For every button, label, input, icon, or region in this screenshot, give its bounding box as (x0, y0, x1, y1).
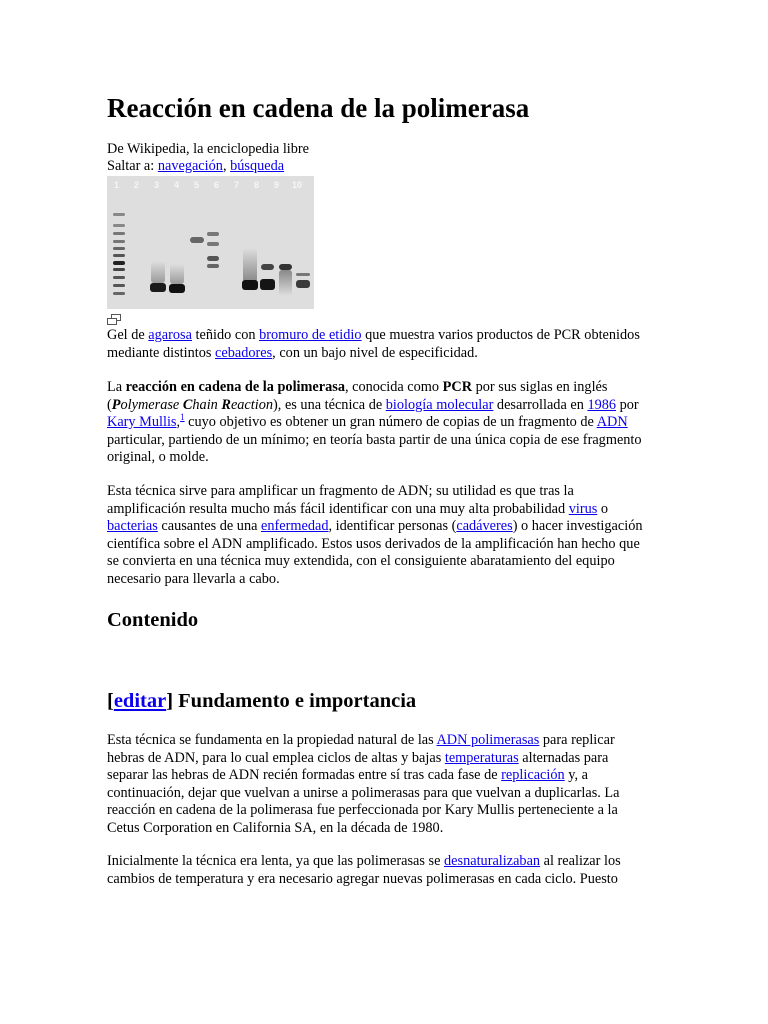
text: , (176, 414, 181, 430)
ladder-band (113, 232, 125, 235)
gel-band (207, 232, 219, 236)
edit-bracket: [ (107, 690, 114, 712)
text: cuyo objetivo es obtener un gran número de copias de un fragmento de (184, 414, 597, 430)
lane-label: 7 (234, 180, 240, 190)
ladder-band (113, 247, 125, 250)
lane-label: 9 (274, 180, 280, 190)
adn-link[interactable]: ADN (596, 414, 628, 430)
gel-band (207, 242, 219, 246)
lane-label: 3 (154, 180, 160, 190)
virus-link[interactable]: virus (568, 500, 598, 517)
ladder-band (113, 292, 125, 295)
english-term: olymerase (120, 396, 183, 413)
figure-caption (107, 327, 652, 362)
text: por sus siglas en inglés ( (107, 379, 608, 413)
gel-band (207, 264, 219, 268)
temperaturas-link[interactable]: temperaturas (444, 749, 519, 766)
gel-band (260, 279, 275, 290)
lane-label: 5 (194, 180, 200, 190)
text: causantes de una (157, 518, 262, 534)
english-term: eaction (230, 396, 274, 413)
magnify-icon[interactable] (107, 314, 121, 325)
jump-links (107, 158, 284, 176)
text: Esta técnica se fundamenta en la propiedad natural de las (107, 732, 437, 748)
ladder-band (113, 240, 125, 243)
ladder-band (113, 224, 125, 227)
ladder-band (113, 213, 125, 216)
acronym-letter: C (182, 396, 193, 413)
gel-smear (151, 261, 165, 283)
intro-paragraph (107, 379, 652, 467)
site-subtitle: De Wikipedia, la enciclopedia libre (107, 141, 310, 157)
caption-text: , con un bajo nivel de especificidad. (272, 344, 478, 361)
paragraph-inicial (107, 853, 652, 888)
text: , identificar personas ( (328, 518, 457, 534)
lane-label: 1 (114, 180, 120, 190)
replicacion-link[interactable]: replicación (501, 767, 565, 783)
text: para replicar hebras de ADN, para lo cual emplea ciclos de altas y bajas (107, 732, 615, 766)
ladder-band (113, 261, 125, 265)
acronym-letter: P (111, 396, 121, 413)
paragraph-fundamento (107, 732, 652, 837)
paragraph-uses (107, 483, 652, 588)
text: particular, partiendo de un mínimo; en teoría basta partir de una única copia de ese fragmento original, o molde. (107, 431, 642, 465)
desnaturalizaban-link[interactable]: desnaturalizaban (444, 853, 541, 869)
text: y, a continuación, dejar que vuelvan a unirse a polimerasas para que vuelvan a duplicarlas. La reacción en cadena de la polimerasa fue perfeccionada por Kary Mullis perteneciente a la Cetus Corporation en California SA, en la década de 1980. (107, 767, 620, 836)
edit-section-link[interactable]: editar (113, 690, 167, 712)
gel-band (296, 273, 310, 276)
text: Inicialmente la técnica era lenta, ya que las polimerasas se (107, 853, 445, 869)
gel-band (190, 237, 204, 243)
ladder-band (113, 284, 125, 287)
kary-mullis-link[interactable]: Kary Mullis (107, 414, 177, 430)
bromuro-de-etidio-link[interactable]: bromuro de etidio (259, 327, 362, 343)
text: Esta técnica sirve para amplificar un fragmento de ADN; su utilidad es que tras la amplificación resulta mucho más fácil identificar con una muy alta probabilidad (107, 483, 574, 517)
page-title: Reacción en cadena de la polimerasa (107, 93, 530, 123)
gel-smear (243, 248, 257, 282)
lane-label: 8 (254, 180, 260, 190)
lane-label: 10 (292, 180, 303, 190)
text: alternadas para separar las hebras de ADN recién formadas entre sí tras cada fase de (107, 749, 609, 783)
jump-separator: , (222, 158, 231, 174)
gel-band (169, 284, 185, 293)
text: o (597, 500, 609, 517)
caption-text: Gel de (107, 327, 149, 343)
cebadores-link[interactable]: cebadores (215, 344, 273, 361)
text: ), es una técnica de (273, 396, 386, 413)
cadaveres-link[interactable]: cadáveres (456, 518, 513, 534)
jump-prefix: Saltar a: (107, 158, 158, 174)
enfermedad-link[interactable]: enfermedad (261, 518, 329, 534)
gel-band (207, 256, 219, 261)
acronym-bold: PCR (442, 379, 473, 395)
text: al realizar los cambios de temperatura y era necesario agregar nuevas polimerasas en cada ciclo. Puesto (107, 853, 621, 887)
gel-band (242, 280, 258, 290)
toc-heading: Contenido (107, 609, 199, 631)
biologia-molecular-link[interactable]: biología molecular (385, 396, 494, 413)
ladder-band (113, 268, 125, 271)
gel-electrophoresis-image[interactable] (107, 176, 314, 309)
caption-text: que muestra varios productos de PCR obtenidos mediante distintos (107, 327, 640, 361)
gel-band (261, 264, 274, 270)
section-title: Fundamento e importancia (173, 690, 417, 712)
jump-search-link[interactable]: búsqueda (230, 158, 285, 174)
text: , conocida como (344, 379, 443, 395)
bacterias-link[interactable]: bacterias (107, 518, 158, 534)
text: desarrollada en (493, 396, 588, 413)
gel-smear (170, 264, 184, 284)
adn-polimerasas-link[interactable]: ADN polimerasas (436, 732, 540, 748)
section-heading-fundamento (107, 688, 416, 714)
text: La (107, 379, 126, 395)
text: ) o hacer investigación científica sobre el ADN amplificado. Estos usos derivados de la amplificación han hecho que se convierta en una técnica muy extendida, con el consiguiente abaratamiento del equipo necesario para llevarla a cabo. (107, 518, 643, 587)
ladder-band (113, 276, 125, 279)
jump-navigation-link[interactable]: navegación (157, 158, 223, 174)
agarosa-link[interactable]: agarosa (148, 327, 192, 343)
lane-label: 4 (174, 180, 180, 190)
ladder-band (113, 254, 125, 257)
english-term: hain (192, 396, 222, 413)
gel-band (296, 280, 310, 288)
gel-band (150, 283, 166, 292)
lane-label: 6 (214, 180, 220, 190)
acronym-letter: R (221, 396, 231, 413)
reference-link[interactable]: 1 (180, 412, 185, 422)
edit-bracket: ] (166, 690, 174, 712)
term-bold: reacción en cadena de la polimerasa (125, 379, 345, 395)
text: por (616, 396, 639, 413)
year-1986-link[interactable]: 1986 (587, 396, 617, 413)
lane-label: 2 (134, 180, 140, 190)
caption-text: teñido con (191, 327, 260, 343)
gel-smear (279, 270, 292, 296)
